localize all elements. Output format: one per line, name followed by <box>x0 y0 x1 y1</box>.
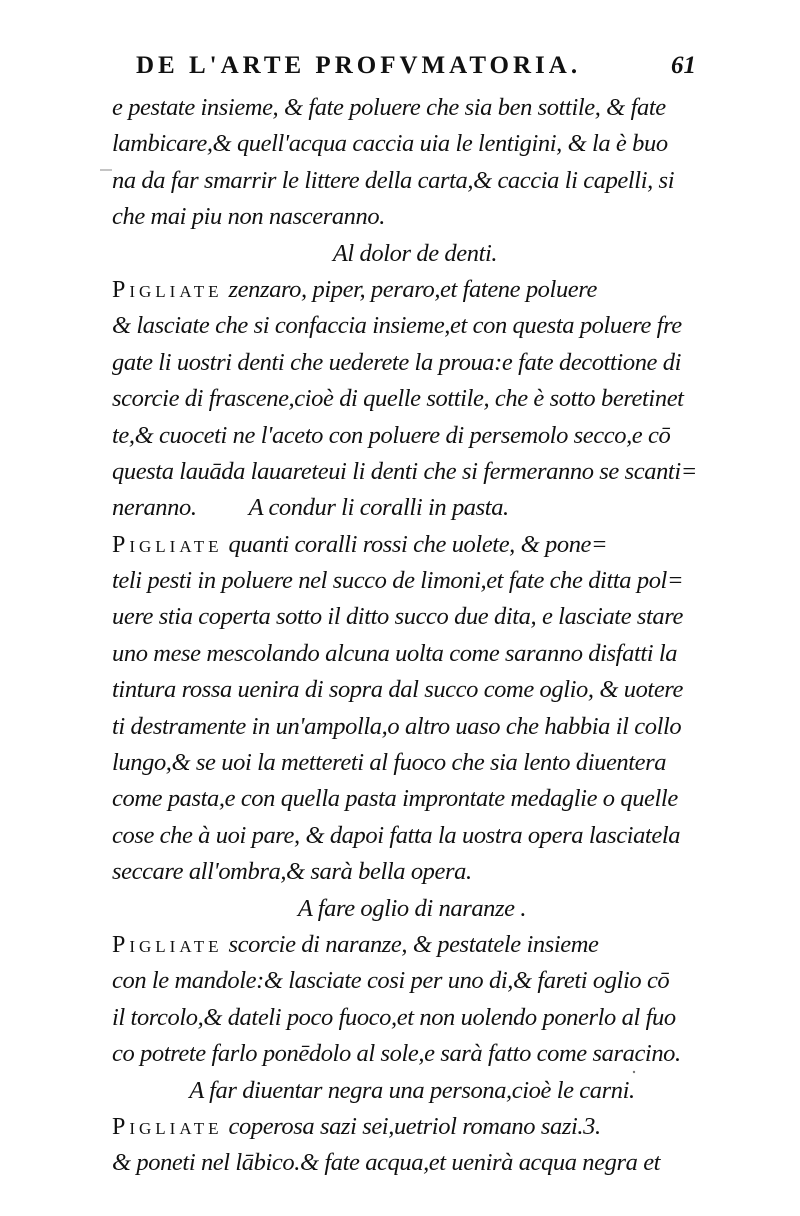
text-line-body: quanti coralli rossi che uolete, & pone= <box>228 530 608 558</box>
lead-capital: P <box>112 931 130 958</box>
text-line: scorcie di frascene,cioè di quelle sottile, che è sotto beretinet <box>112 385 684 413</box>
body-text <box>112 90 712 1182</box>
text-line: il torcolo,& dateli poco fuoco,et non uolendo ponerlo al fuo <box>112 1003 676 1031</box>
text-line: ti destramente in un'ampolla,o altro uaso che habbia il collo <box>112 712 682 740</box>
page-number: 61 <box>671 52 696 79</box>
text-line: questa lauāda lauareteui li denti che si fermeranno se scanti= <box>112 457 697 485</box>
text-line: & poneti nel lābico.& fate acqua,et uenirà acqua negra et <box>112 1149 661 1177</box>
section-heading-denti: Al dolor de denti. <box>332 239 498 267</box>
text-line: co potrete farlo ponēdolo al sole,e sarà fatto come saracino. <box>112 1040 681 1068</box>
text-line: uere stia coperta sotto il ditto succo due dita, e lasciate stare <box>112 603 683 631</box>
text-line: uno mese mescolando alcuna uolta come saranno disfatti la <box>112 639 678 667</box>
text-line <box>112 490 712 526</box>
section-heading-coralli: A condur li coralli in pasta. <box>248 494 509 522</box>
lead-capital: P <box>112 276 130 303</box>
text-line: e pestate insieme, & fate poluere che sia ben sottile, & fate <box>112 94 666 121</box>
text-line-body: scorcie di naranze, & pestatele insieme <box>228 930 599 958</box>
lead-smallcaps: IGLIATE <box>129 281 223 301</box>
text-line <box>112 927 712 963</box>
text-line: che mai piu non nasceranno. <box>112 203 385 231</box>
recipe-lead-word <box>112 531 223 558</box>
section-heading-naranze: A fare oglio di naranze . <box>297 894 527 922</box>
text-line: seccare all'ombra,& sarà bella opera. <box>112 858 472 886</box>
text-line <box>112 1109 712 1145</box>
lead-smallcaps: IGLIATE <box>129 536 223 556</box>
lead-smallcaps: IGLIATE <box>129 936 223 956</box>
text-line: & lasciate che si confaccia insieme,et con questa poluere fre <box>112 312 682 340</box>
text-line-body: coperosa sazi sei,uetriol romano sazi.3. <box>228 1112 601 1140</box>
text-line: come pasta,e con quella pasta improntate medaglie o quelle <box>112 785 678 813</box>
text-line: con le mandole:& lasciate cosi per uno di,& fareti oglio cō <box>112 967 670 995</box>
lead-smallcaps: IGLIATE <box>129 1118 223 1138</box>
text-line: lambicare,& quell'acqua caccia uia le lentigini, & la è buo <box>112 130 668 158</box>
text-line-body: neranno. <box>112 494 197 522</box>
text-line: gate li uostri denti che uederete la proua:e fate decottione di <box>112 348 681 376</box>
text-line: te,& cuoceti ne l'aceto con poluere di persemolo secco,e cō <box>112 421 671 449</box>
running-head: DE L'ARTE PROFVMATORIA. <box>136 52 582 79</box>
text-line <box>112 272 712 308</box>
text-line: tintura rossa uenira di sopra dal succo come oglio, & uotere <box>112 676 683 704</box>
recipe-lead-word <box>112 931 223 958</box>
page-header <box>136 52 696 92</box>
recipe-lead-word <box>112 1113 223 1140</box>
text-line: lungo,& se uoi la mettereti al fuoco che sia lento diuentera <box>112 749 667 777</box>
lead-capital: P <box>112 1113 130 1140</box>
text-line: teli pesti in poluere nel succo de limoni,et fate che ditta pol= <box>112 567 684 595</box>
lead-capital: P <box>112 531 130 558</box>
text-line-body: zenzaro, piper, peraro,et fatene poluere <box>228 275 597 303</box>
text-line: cose che à uoi pare, & dapoi fatta la uostra opera lasciatela <box>112 821 681 849</box>
text-line: na da far smarrir le littere della carta,& caccia li capelli, si <box>112 166 675 194</box>
recipe-lead-word <box>112 276 223 303</box>
section-heading-negra: A far diuentar negra una persona,cioè le carni. <box>189 1076 635 1104</box>
text-line <box>112 527 712 563</box>
